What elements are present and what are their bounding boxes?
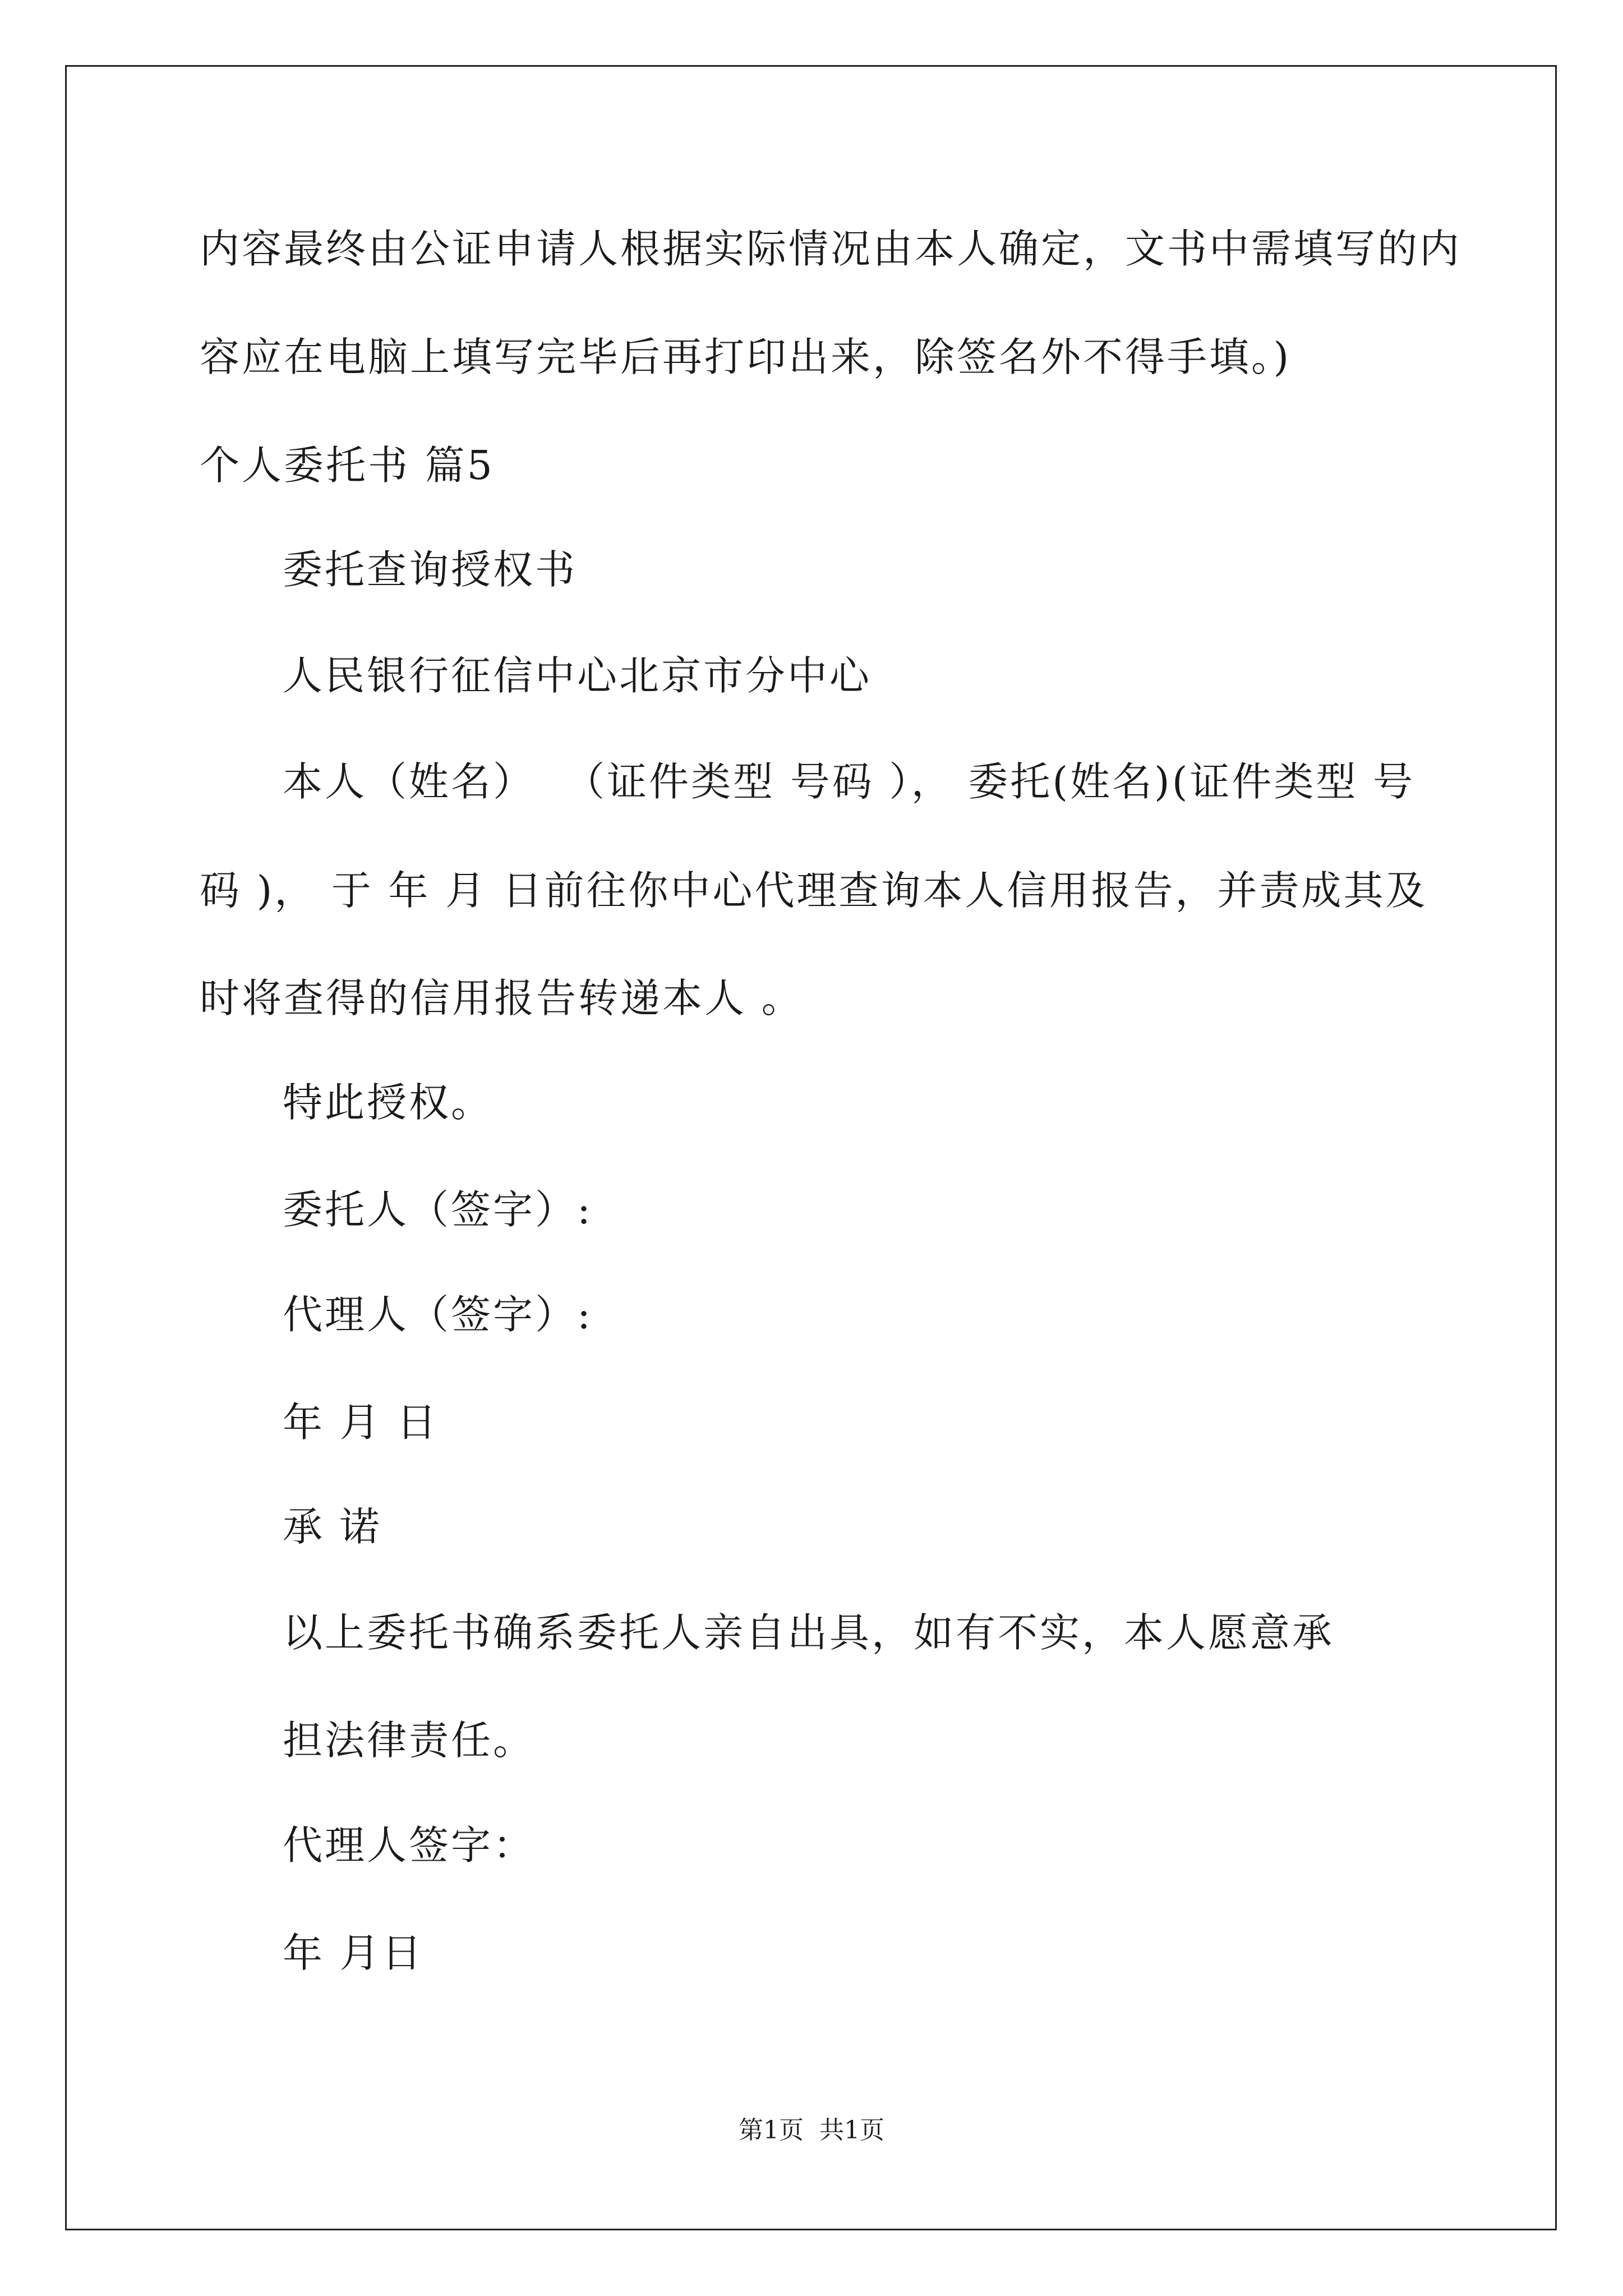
addressee: 人民银行征信中心北京市分中心 — [283, 652, 872, 699]
paragraph-line: 容应在电脑上填写完毕后再打印出来，除签名外不得手填。) — [200, 334, 1292, 380]
paragraph-line: 担法律责任。 — [283, 1717, 536, 1764]
document-title: 委托查询授权书 — [283, 546, 578, 593]
page-frame — [65, 65, 1557, 2230]
page-number-footer: 第1页 共1页 — [739, 2116, 884, 2145]
agent-signature-line-2: 代理人签字： — [283, 1822, 536, 1869]
paragraph-line: 内容最终由公证申请人根据实际情况由本人确定，文书中需填写的内 — [200, 226, 1462, 272]
paragraph-line: 本人（姓名） （证件类型 号码 ）， 委托(姓名)(证件类型 号 — [283, 758, 1415, 805]
principal-signature-line: 委托人（签字）: — [283, 1186, 593, 1233]
paragraph-line: 以上委托书确系委托人亲自出具，如有不实，本人愿意承 — [283, 1609, 1335, 1656]
paragraph-line: 码 )， 于 年 月 日前往你中心代理查询本人信用报告，并责成其及 — [200, 867, 1428, 914]
authorization-statement: 特此授权。 — [283, 1079, 494, 1126]
date-line-2: 年 月日 — [283, 1930, 424, 1976]
section-heading: 个人委托书 篇5 — [200, 442, 495, 489]
promise-heading: 承 诺 — [283, 1503, 382, 1550]
agent-signature-line: 代理人（签字）: — [283, 1291, 593, 1338]
date-line: 年 月 日 — [283, 1399, 439, 1446]
paragraph-line: 时将查得的信用报告转递本人 。 — [200, 975, 804, 1022]
